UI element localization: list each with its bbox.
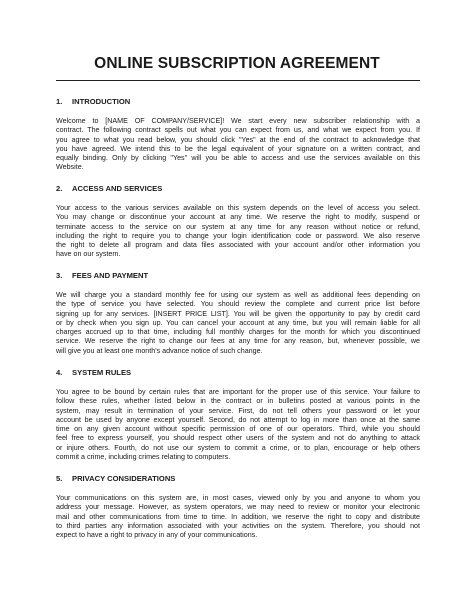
paragraph-line: Your access to the various services available on this system depends on the level of access you select. [56,204,420,212]
section-3 [56,271,420,356]
paragraph-line: contract. The following contract spells out what you can expect from us, and what we expect from you. If [56,126,420,135]
paragraph-line: account be used by anyone except yourself. Second, do not attempt to log in more than once at the same [56,415,420,424]
paragraph-line: you agree to what you read below, you should click "Yes" at the end of the contract to acknowledge that [56,135,420,144]
paragraph-line: You agree to be bound by certain rules that are important for the proper use of this service. Your failure to [56,388,420,396]
section-heading [56,184,420,194]
section-heading-text: SYSTEM RULES [72,368,132,377]
paragraph-line: feel free to express yourself, you should respect other users of the system and not do anything to attack [56,434,420,443]
section-heading [56,97,420,107]
section-heading-text: ACCESS AND SERVICES [72,184,163,193]
section-heading-text: FEES AND PAYMENT [72,271,149,280]
section-paragraph [56,494,420,540]
section-4 [56,368,420,462]
section-heading-text: PRIVACY CONSIDERATIONS [72,474,176,483]
section-heading [56,474,420,484]
section-heading-text: INTRODUCTION [72,97,131,106]
paragraph-line: mail and other communications from time to time. In addition, we reserve the right to copy and distribute [56,512,420,521]
paragraph-line: commit a crime, including crimes relating to computers. [56,453,231,462]
section-heading [56,368,420,378]
paragraph-line: to third parties any information associated with your activities on the system. Therefore, you should not [56,521,420,530]
paragraph-line: signing up for any services. [INSERT PRICE LIST]. You will be given the opportunity to pay by credit card [56,309,420,318]
paragraph-line: follow these rules, whether listed below in the contract or in bulletins posted at various points in the [56,397,420,406]
section-number: 2. [56,184,63,193]
paragraph-line: have on our system. [56,250,121,259]
paragraph-line: terminate access to the service on our system at any time for any reason without notice or refund, [56,222,420,231]
paragraph-line: equally binding. Only by clicking "Yes" will you be able to access and use the services available on this [56,154,420,163]
section-paragraph [56,291,420,356]
paragraph-line: We will charge you a standard monthly fee for using our system as well as additional fees depending on [56,291,420,299]
title-divider [56,80,420,81]
paragraph-line: you have agreed. We intend this to be the legal equivalent of your signature on a written contract, and [56,144,420,153]
paragraph-line: address your message. However, as system operators, we may need to review or monitor your electronic [56,503,420,512]
paragraph-line: Website. [56,163,84,172]
paragraph-line: or injure others. Fourth, do not use our system to commit a crime, or to plan, encourage or help others [56,443,420,452]
paragraph-line: service. We reserve the right to change our fees at any time for any reason, but, whenever possible, we [56,337,420,346]
paragraph-line: time on any given account without specific permission of one of our operators. Third, while you should [56,425,420,434]
section-paragraph [56,117,420,173]
paragraph-line: Your communications on this system are, in most cases, viewed only by you and anyone to whom you [56,494,420,502]
paragraph-line: will give you at least one month's advance notice of such change. [56,346,263,355]
paragraph-line: the right to delete all program and data files associated with your account and/or other information you [56,241,420,250]
section-1 [56,97,420,173]
paragraph-line: including the right to require you to change your login identification code or password. We also reserve [56,231,420,240]
section-number: 1. [56,97,63,106]
section-paragraph [56,388,420,462]
section-number: 4. [56,368,63,377]
paragraph-line: the type of service you have selected. You should review the complete and current price list before [56,300,420,309]
paragraph-line: system, may result in termination of your service. First, do not tell others your password or let your [56,406,420,415]
paragraph-line: charges accrued up to that time, including full monthly charges for the month for which you discontinued [56,328,420,337]
section-5 [56,474,420,540]
section-paragraph [56,204,420,260]
paragraph-line: Welcome to [NAME OF COMPANY/SERVICE]! We start every new subscriber relationship with a [56,117,420,125]
paragraph-line: or by check when you sign up. You can cancel your account at any time, but you will remain liable for all [56,318,420,327]
section-2 [56,184,420,260]
section-number: 3. [56,271,63,280]
section-heading [56,271,420,281]
document-title: ONLINE SUBSCRIPTION AGREEMENT [94,55,380,72]
section-number: 5. [56,474,63,483]
paragraph-line: You may change or discontinue your account at any time. We reserve the right to modify, suspend or [56,213,420,222]
paragraph-line: expect to have a right to privacy in any of your communications. [56,531,258,540]
